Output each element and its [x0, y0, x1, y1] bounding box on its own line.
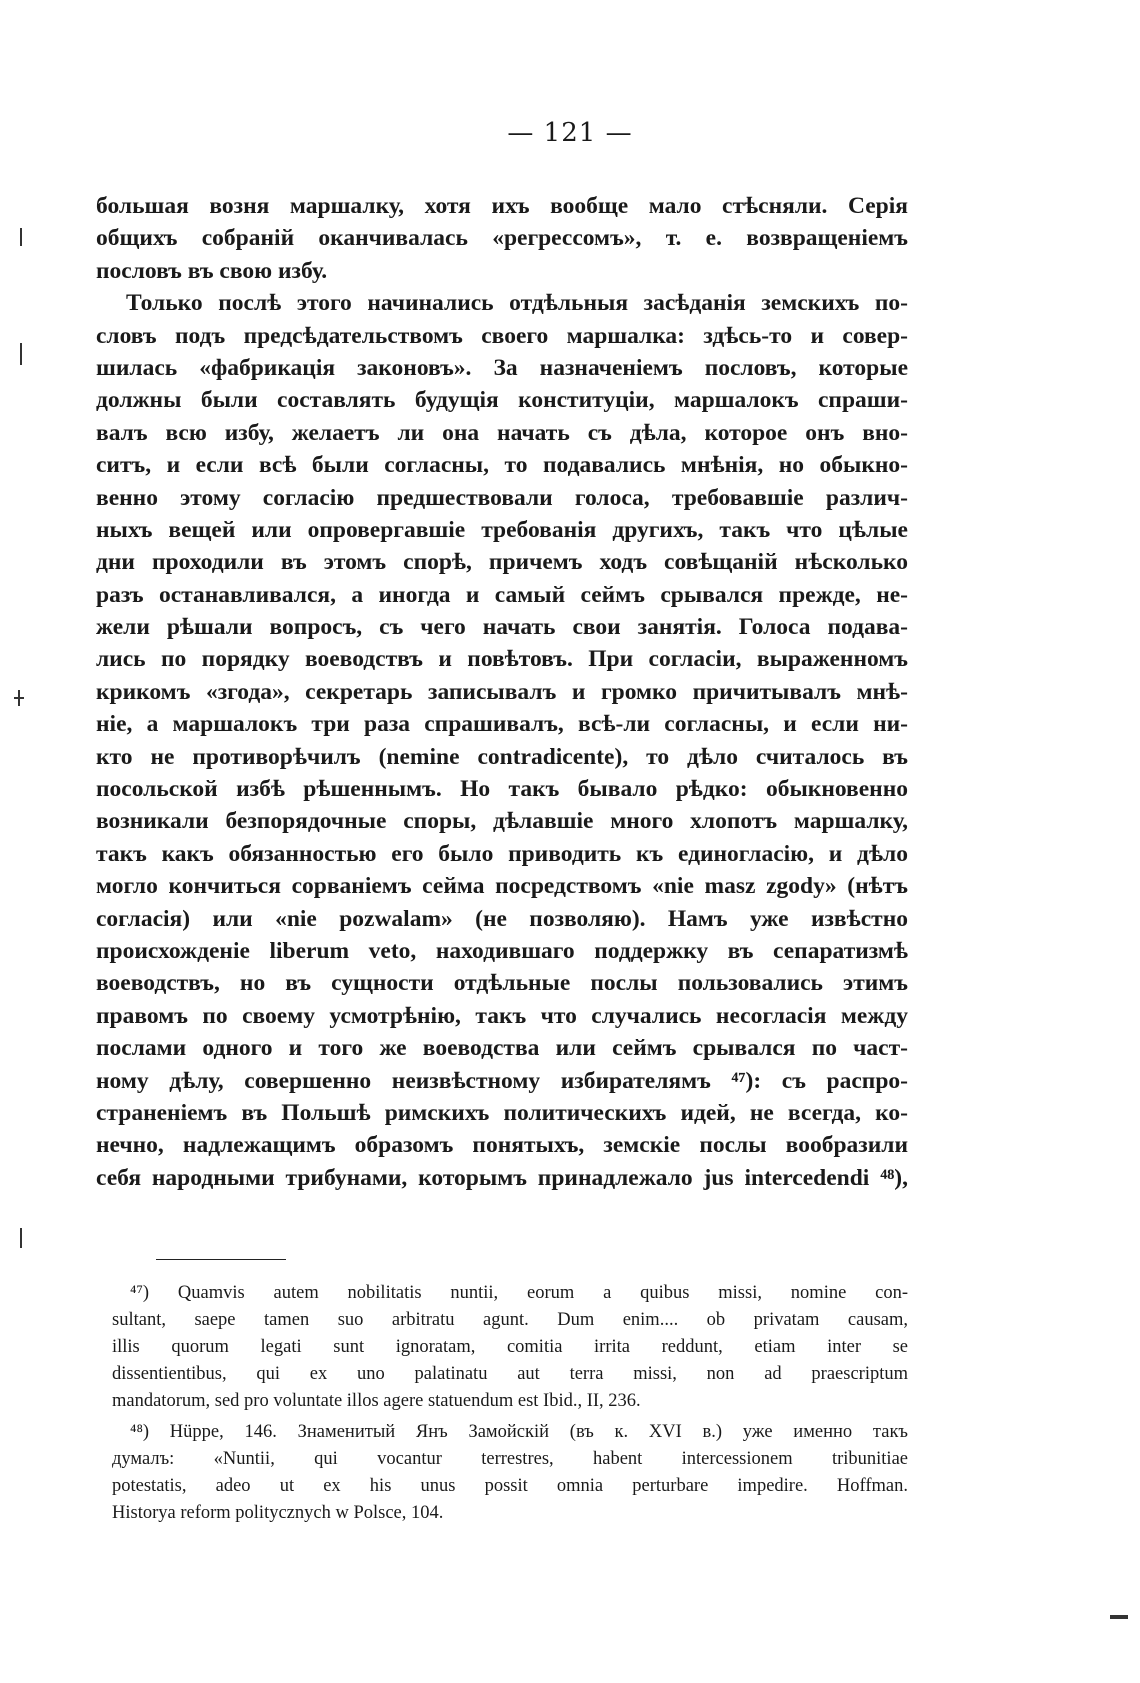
body-line: такъ какъ обязанностью его было приводить къ единогласію, и дѣло [96, 840, 908, 867]
body-line: происхожденіе liberum veto, находившаго поддержку въ сепаратизмѣ [96, 937, 908, 964]
footnote-divider [156, 1259, 286, 1260]
footnote-line: Historya reform politycznych w Polsce, 104. [112, 1503, 444, 1523]
body-line: правомъ по своему усмотрѣнію, такъ что случались несогласія между [96, 1002, 908, 1029]
body-line: разъ останавливался, а иногда и самый сеймъ срывался прежде, не- [96, 581, 908, 608]
scan-artifact [20, 343, 22, 365]
footnote-47 [112, 1280, 908, 1415]
footnote-line: illis quorum legati sunt ignoratam, comitia irrita reddunt, etiam inter se [112, 1337, 908, 1357]
body-text [96, 190, 908, 1194]
body-line: посольской избѣ рѣшеннымъ. Но такъ бывало рѣдко: обыкновенно [96, 776, 908, 803]
footnote-line: думалъ: «Nuntii, qui vocantur terrestres, habent intercessionem tribunitiae [112, 1449, 908, 1469]
footnote-line: dissentientibus, qui ex uno palatinatu aut terra missi, non ad praescriptum [112, 1364, 908, 1384]
body-line: ситъ, и если всѣ были согласны, то подавались мнѣнія, но обыкно- [96, 452, 908, 479]
scan-artifact [1110, 1615, 1128, 1619]
body-line: ному дѣлу, совершенно неизвѣстному избирателямъ ⁴⁷): съ распро- [96, 1067, 908, 1094]
body-line: себя народными трибунами, которымъ принадлежало jus intercedendi ⁴⁸), [96, 1164, 908, 1191]
scan-artifact [18, 690, 20, 706]
body-line: пословъ въ свою избу. [96, 257, 328, 284]
body-line: венно этому согласію предшествовали голоса, требовавшіе различ- [96, 484, 908, 511]
body-line: нечно, надлежащимъ образомъ понятыхъ, земскіе послы вообразили [96, 1132, 908, 1159]
body-line: согласія) или «nie pozwalam» (не позволяю). Намъ уже извѣстно [96, 905, 908, 932]
page-number: — 121 — [507, 118, 633, 148]
body-line: общихъ собраній оканчивалась «регрессомъ», т. е. возвращеніемъ [96, 225, 908, 252]
body-line: послами одного и того же воеводства или сеймъ срывался по част- [96, 1035, 908, 1062]
body-line: ніе, а маршалокъ три раза спрашивалъ, всѣ-ли согласны, и если ни- [96, 711, 908, 738]
body-line: страненіемъ въ Польшѣ римскихъ политическихъ идей, не всегда, ко- [96, 1099, 908, 1126]
scan-artifact [20, 228, 22, 246]
body-line: ныхъ вещей или опровергавшіе требованія другихъ, такъ что цѣлые [96, 516, 908, 543]
footnote-line: potestatis, adeo ut ex his unus possit omnia perturbare impedire. Hoffman. [112, 1476, 908, 1496]
body-line: лись по порядку воеводствъ и повѣтовъ. При согласіи, выраженномъ [96, 646, 908, 673]
body-line: жели рѣшали вопросъ, съ чего начать свои занятія. Голоса подава- [96, 614, 908, 641]
body-line: кто не противорѣчилъ (nemine contradicente), то дѣло считалось въ [96, 743, 908, 770]
body-line: словъ подъ предсѣдательствомъ своего маршалка: здѣсь-то и совер- [96, 322, 908, 349]
body-line: воеводствъ, но въ сущности отдѣльные послы пользовались этимъ [96, 970, 908, 997]
body-line: дни проходили въ этомъ спорѣ, причемъ ходъ совѣщаній нѣсколько [96, 549, 908, 576]
footnote-line: ⁴⁷) Quamvis autem nobilitatis nuntii, eorum a quibus missi, nomine con- [130, 1283, 908, 1303]
footnote-line: sultant, saepe tamen suo arbitratu agunt. Dum enim.... ob privatam causam, [112, 1310, 908, 1330]
body-line: валъ всю избу, желаетъ ли она начать съ дѣла, которое онъ вно- [96, 419, 908, 446]
body-line: крикомъ «згода», секретарь записывалъ и громко причитывалъ мнѣ- [96, 678, 908, 705]
footnote-48 [112, 1419, 908, 1527]
body-line: шилась «фабрикація законовъ». За назначеніемъ пословъ, которые [96, 354, 908, 381]
footnote-line: ⁴⁸) Hüppe, 146. Знаменитый Янъ Замойскій (въ к. XVI в.) уже именно такъ [130, 1422, 908, 1442]
body-line: большая возня маршалку, хотя ихъ вообще мало стѣсняли. Серія [96, 193, 908, 219]
body-line: Только послѣ этого начинались отдѣльныя засѣданія земскихъ по- [126, 290, 908, 317]
body-line: могло кончиться сорваніемъ сейма посредствомъ «nie masz zgody» (нѣтъ [96, 873, 908, 900]
footnotes [112, 1280, 908, 1527]
footnote-line: mandatorum, sed pro voluntate illos agere statuendum est Ibid., II, 236. [112, 1391, 641, 1411]
body-line: возникали безпорядочные споры, дѣлавшіе много хлопотъ маршалку, [96, 808, 908, 835]
scan-artifact [20, 1228, 22, 1248]
body-line: должны были составлять будущія конституціи, маршалокъ спраши- [96, 387, 908, 414]
